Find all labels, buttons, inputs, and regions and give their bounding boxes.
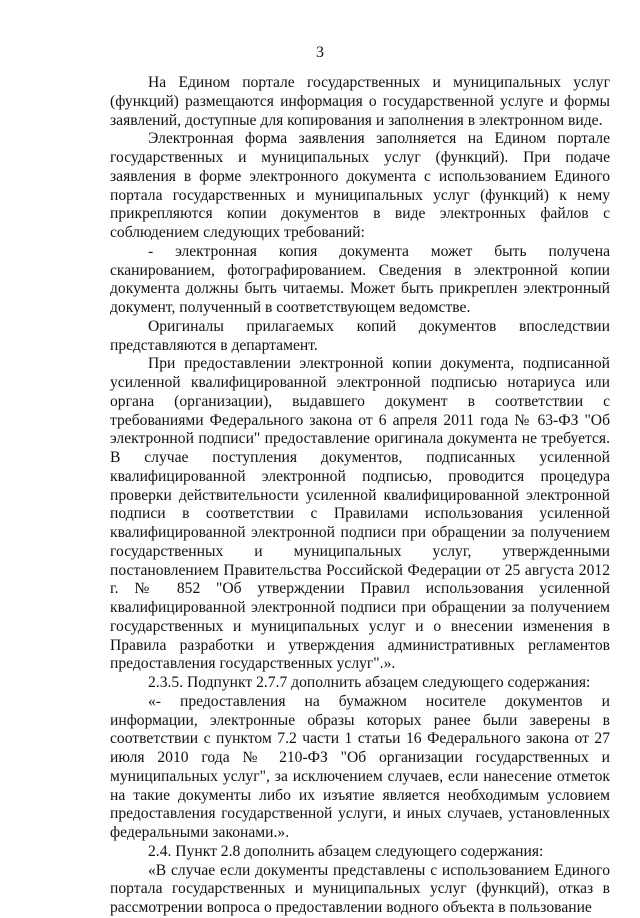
page-number: 3 [316, 44, 324, 61]
paragraph-electronic-copy-requirement: - электронная копия документа может быть получена сканированием, фотографированием. Сведения в электронной копии документа должны быть читаемы. Может быть прикреплен электронный документ, полученный в соответствующем ведомстве. [110, 242, 610, 316]
paragraph-qualified-signature: При предоставлении электронной копии документа, подписанной усиленной квалифицированной электронной подписью нотариуса или органа (организации), выдавшего документ в соответствии с требованиями Федерального закона от 6 апреля 2011 года № 63-ФЗ "Об электронной подписи" предоставление оригинала документа не требуется. В случае поступления документов, подписанных усиленной квалифицированной электронной подписью, проводится процедура проверки действительности усиленной квалифицированной электронной подписи в соответствии с Правилами использования усиленной квалифицированной электронной подписи при обращении за получением государственных и муниципальных услуг, утвержденными постановлением Правительства Российской Федерации от 25 августа 2012 г. № 852 "Об утверждении Правил использования усиленной квалифицированной электронной подписи при обращении за получением государственных и муниципальных услуг и о внесении изменения в Правила разработки и утверждения административных регламентов предоставления государственных услуг".». [110, 355, 610, 673]
paragraph-paper-documents: «- предоставления на бумажном носителе документов и информации, электронные образы которых ранее были заверены в соответствии с пунктом 7.2 части 1 статьи 16 Федерального закона от 27 июля 2010 года № 210-ФЗ "Об организации государственных и муниципальных услуг", за исключением случаев, если нанесение отметок на такие документы либо их изъятие является необходимым условием предоставления государственной услуги, и иных случаев, установленных федеральными законами.». [110, 692, 610, 841]
paragraph-item-2-4: 2.4. Пункт 2.8 дополнить абзацем следующего содержания: [148, 842, 544, 860]
paragraph-portal-info: На Едином портале государственных и муниципальных услуг (функций) размещаются информация о государственной услуге и формы заявлений, доступные для копирования и заполнения в электронном виде. [110, 74, 610, 129]
paragraph-electronic-form: Электронная форма заявления заполняется на Едином портале государственных и муниципальных услуг (функций). При подаче заявления в форме электронного документа с использованием Единого портала государственных и муниципальных услуг (функций) к нему прикрепляются копии документов в виде электронных файлов с соблюдением следующих требований: [110, 130, 610, 241]
paragraph-item-2-3-5: 2.3.5. Подпункт 2.7.7 дополнить абзацем следующего содержания: [148, 674, 591, 691]
paragraph-originals: Оригиналы прилагаемых копий документов впоследствии представляются в департамент. [110, 317, 610, 354]
document-body [110, 74, 610, 918]
paragraph-refusal: «В случае если документы представлены с использованием Единого портала государственных и муниципальных услуг (функций), отказ в рассмотрении вопроса о предоставлении водного объекта в пользование [110, 861, 610, 916]
